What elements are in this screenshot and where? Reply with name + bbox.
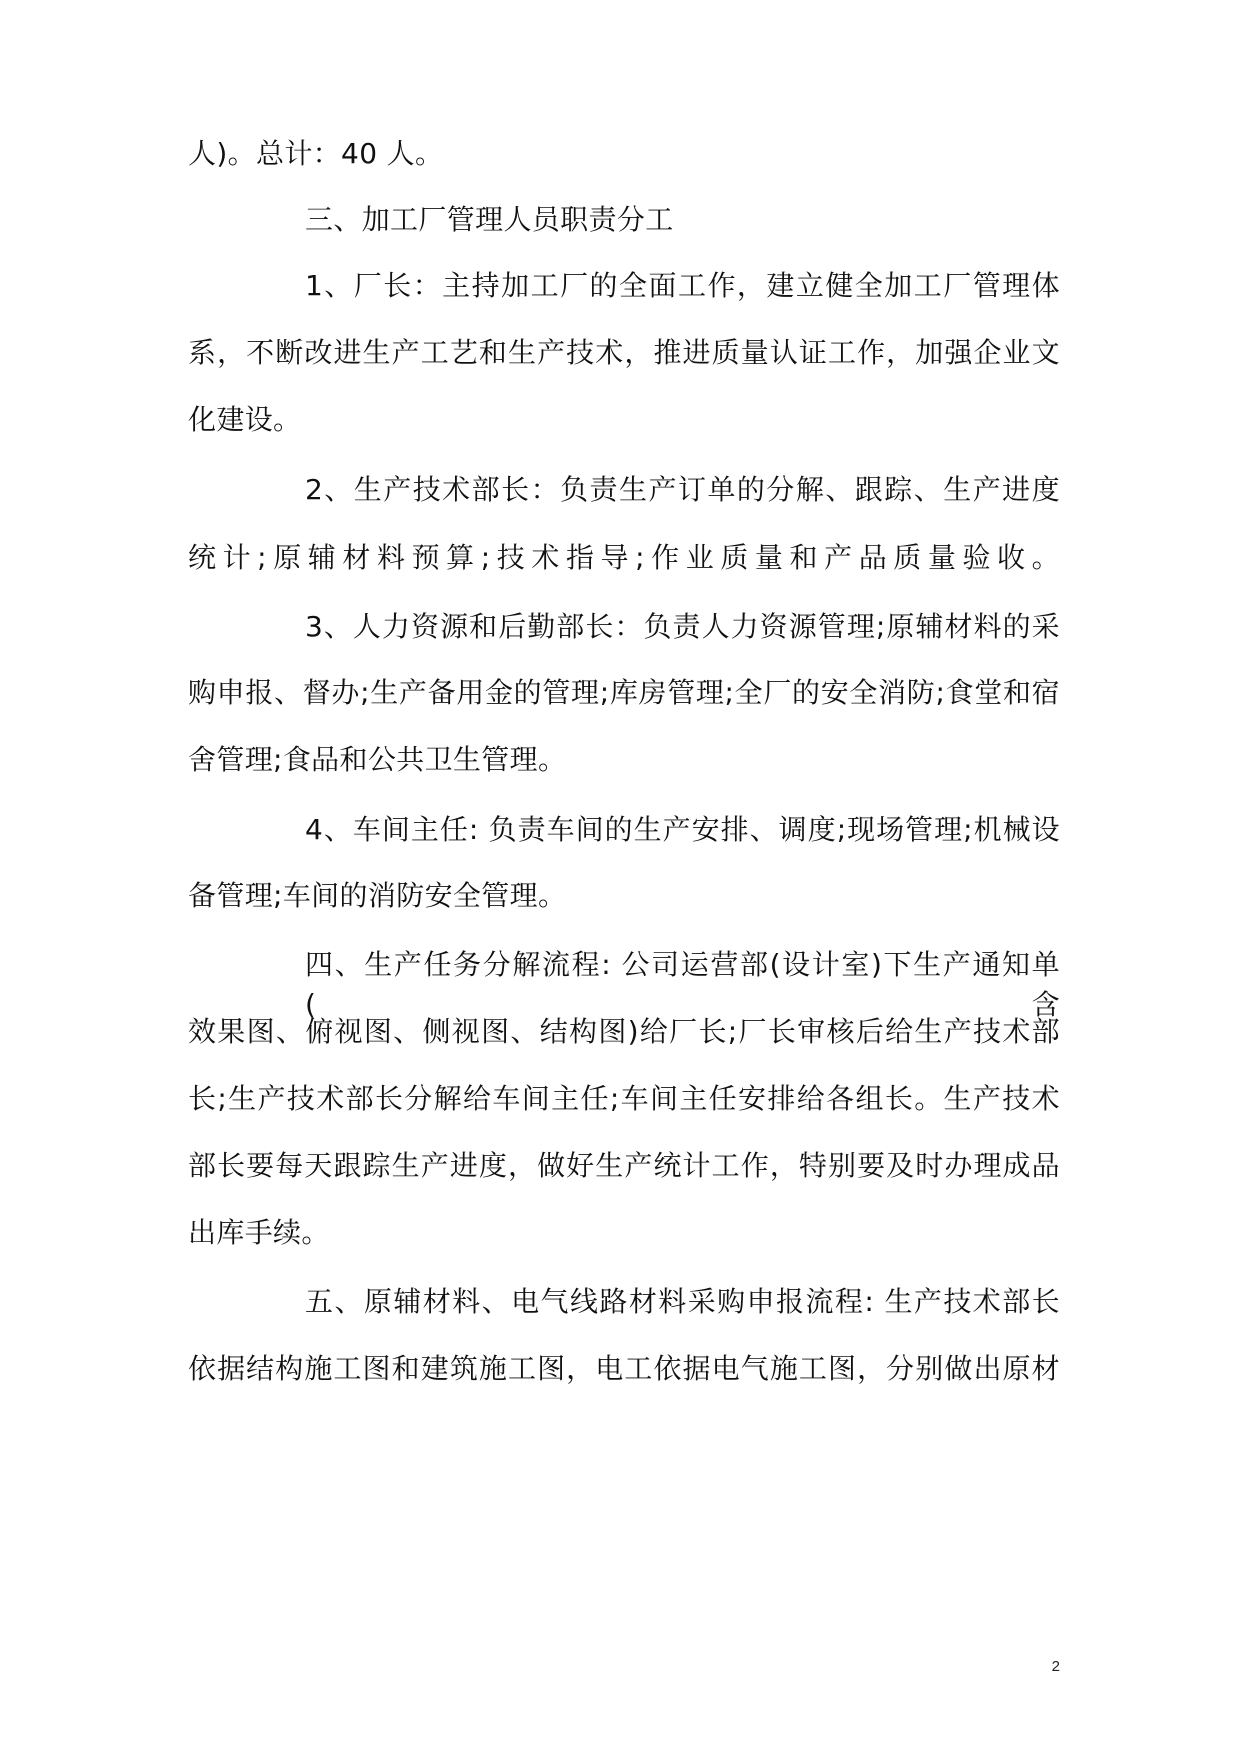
text-line-18: 五、原辅材料、电气线路材料采购申报流程: 生产技术部长 [305, 1285, 1060, 1318]
text-line-14: 效果图、俯视图、侧视图、结构图)给厂长;厂长审核后给生产技术部 [188, 1015, 1060, 1048]
text-line-5: 化建设。 [188, 403, 302, 436]
section-heading-3: 三、加工厂管理人员职责分工 [305, 203, 674, 236]
text-line-12: 备管理;车间的消防安全管理。 [188, 879, 567, 912]
page-number: 2 [1051, 1658, 1060, 1675]
text-line-4: 系，不断改进生产工艺和生产技术，推进质量认证工作，加强企业文 [188, 336, 1060, 369]
text-line-9: 购申报、督办;生产备用金的管理;库房管理;全厂的安全消防;食堂和宿 [188, 676, 1060, 709]
text-line-6: 2、生产技术部长：负责生产订单的分解、跟踪、生产进度 [305, 473, 1060, 506]
text-line-11: 4、车间主任: 负责车间的生产安排、调度;现场管理;机械设 [305, 813, 1060, 846]
text-line-10: 舍管理;食品和公共卫生管理。 [188, 743, 567, 776]
text-line-7: 统计;原辅材料预算;技术指导;作业质量和产品质量验收。 [188, 541, 1060, 574]
text-line-17: 出库手续。 [188, 1216, 330, 1249]
text-line-8: 3、人力资源和后勤部长：负责人力资源管理;原辅材料的采 [305, 610, 1060, 643]
text-line-1: 人)。总计：40 人。 [188, 137, 444, 170]
text-line-19: 依据结构施工图和建筑施工图，电工依据电气施工图，分别做出原材 [188, 1352, 1060, 1385]
text-line-3: 1、厂长：主持加工厂的全面工作，建立健全加工厂管理体 [305, 269, 1060, 302]
text-line-13: 四、生产任务分解流程: 公司运营部(设计室)下生产通知单(含 [305, 948, 1060, 1021]
text-line-15: 长;生产技术部长分解给车间主任;车间主任安排给各组长。生产技术 [188, 1082, 1060, 1115]
text-line-16: 部长要每天跟踪生产进度，做好生产统计工作，特别要及时办理成品 [188, 1149, 1060, 1182]
